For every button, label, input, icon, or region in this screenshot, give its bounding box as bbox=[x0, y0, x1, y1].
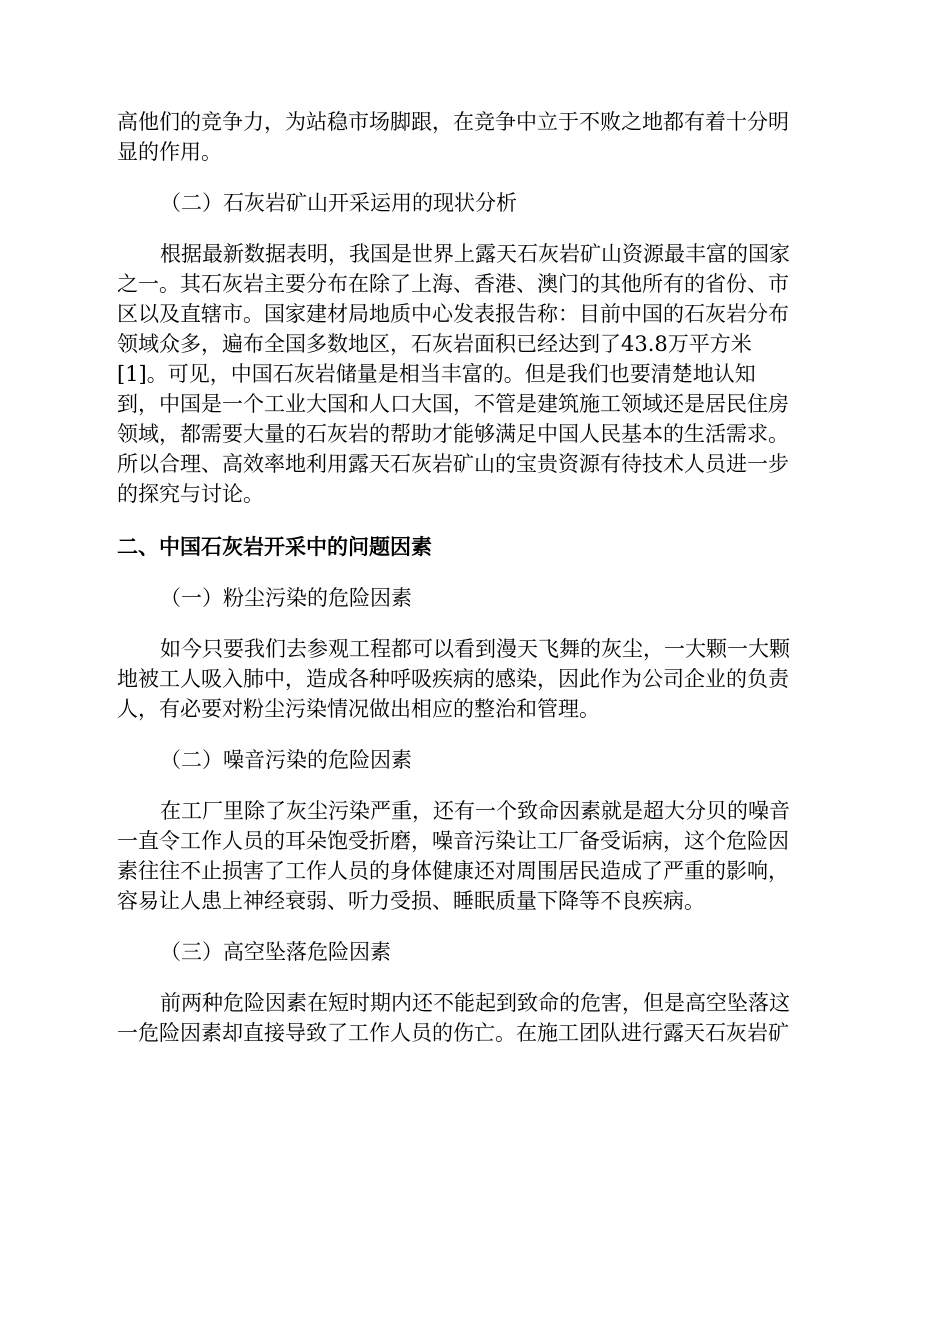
paragraph-continuation bbox=[117, 107, 833, 167]
text-line: 高他们的竞争力，为站稳市场脚跟，在竞争中立于不败之地都有着十分明 bbox=[117, 110, 789, 134]
text-line: 的探究与讨论。 bbox=[117, 482, 264, 506]
text-line: 前两种危险因素在短时期内还不能起到致命的危害，但是高空坠落这 bbox=[160, 991, 790, 1015]
document-page bbox=[117, 107, 833, 1048]
text-line: [1]。可见，中国石灰岩储量是相当丰富的。但是我们也要清楚地认知 bbox=[117, 362, 756, 386]
text-line: 领域，都需要大量的石灰岩的帮助才能够满足中国人民基本的生活需求。 bbox=[117, 422, 789, 446]
text-line: 地被工人吸入肺中，造成各种呼吸疾病的感染，因此作为公司企业的负责 bbox=[117, 667, 789, 691]
paragraph-limestone-distribution bbox=[117, 239, 833, 509]
subheading-noise-pollution: （二）噪音污染的危险因素 bbox=[160, 748, 412, 772]
text-line: 所以合理、高效率地利用露天石灰岩矿山的宝贵资源有待技术人员进一步 bbox=[117, 452, 789, 476]
text-line: 区以及直辖市。国家建材局地质中心发表报告称：目前中国的石灰岩分布 bbox=[117, 302, 789, 326]
text-line: 如今只要我们去参观工程都可以看到漫天飞舞的灰尘，一大颗一大颗 bbox=[160, 637, 790, 661]
subheading-status-analysis: （二）石灰岩矿山开采运用的现状分析 bbox=[160, 191, 517, 215]
paragraph-dust-pollution bbox=[117, 634, 833, 724]
text-line: 领域众多，遍布全国多数地区，石灰岩面积已经达到了43.8万平方米 bbox=[117, 332, 752, 356]
subheading-dust-pollution: （一）粉尘污染的危险因素 bbox=[160, 586, 412, 610]
section-heading-problems: 二、中国石灰岩开采中的问题因素 bbox=[117, 534, 432, 559]
text-line: 人，有必要对粉尘污染情况做出相应的整治和管理。 bbox=[117, 697, 600, 721]
text-line: 在工厂里除了灰尘污染严重，还有一个致命因素就是超大分贝的噪音 bbox=[160, 799, 790, 823]
paragraph-fall-hazard bbox=[117, 988, 833, 1048]
text-line: 显的作用。 bbox=[117, 140, 222, 164]
text-line: 容易让人患上神经衰弱、听力受损、睡眠质量下降等不良疾病。 bbox=[117, 889, 705, 913]
text-line: 到，中国是一个工业大国和人口大国，不管是建筑施工领域还是居民住房 bbox=[117, 392, 789, 416]
text-line: 根据最新数据表明，我国是世界上露天石灰岩矿山资源最丰富的国家 bbox=[160, 242, 790, 266]
text-line: 一危险因素却直接导致了工作人员的伤亡。在施工团队进行露天石灰岩矿 bbox=[117, 1021, 789, 1045]
text-line: 一直令工作人员的耳朵饱受折磨，噪音污染让工厂备受诟病，这个危险因 bbox=[117, 829, 789, 853]
text-line: 之一。其石灰岩主要分布在除了上海、香港、澳门的其他所有的省份、市 bbox=[117, 272, 789, 296]
text-line: 素往往不止损害了工作人员的身体健康还对周围居民造成了严重的影响， bbox=[117, 859, 789, 883]
paragraph-noise-pollution bbox=[117, 796, 833, 916]
subheading-fall-hazard: （三）高空坠落危险因素 bbox=[160, 940, 391, 964]
